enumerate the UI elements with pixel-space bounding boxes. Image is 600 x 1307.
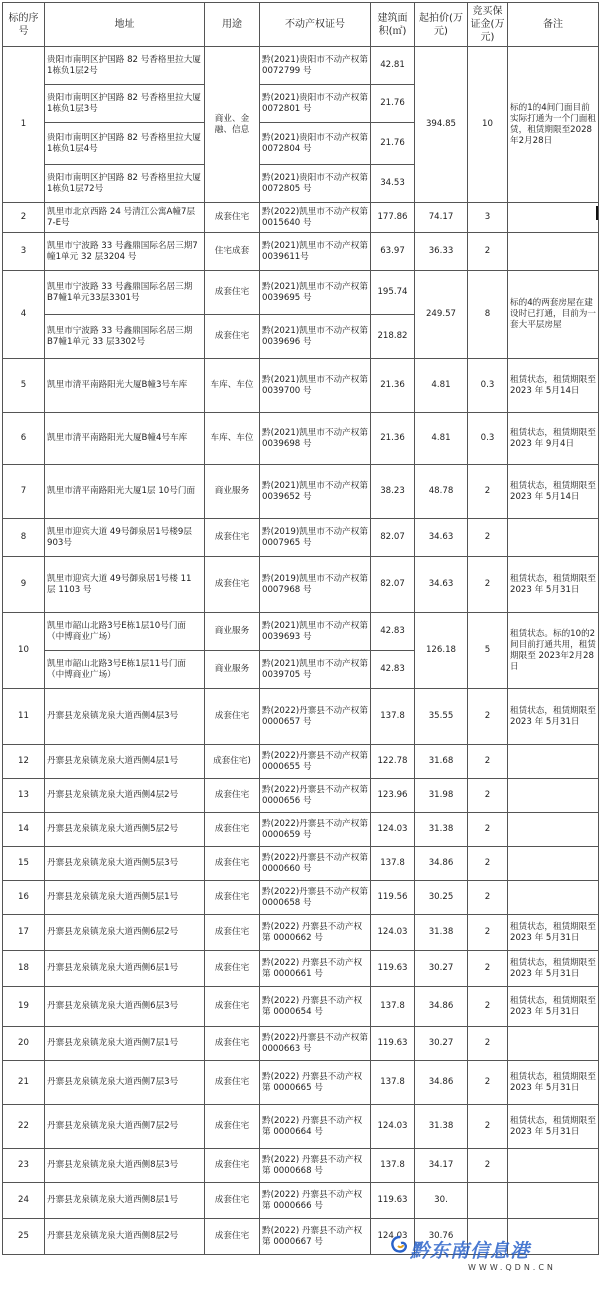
address-cell: 凯里市清平南路阳光大厦B幢4号车库 — [45, 413, 205, 465]
lot-number: 3 — [3, 233, 45, 271]
lot-number: 23 — [3, 1149, 45, 1183]
address-cell: 凯里市北京西路 24 号清江公寓A幢7层7-E号 — [45, 203, 205, 233]
area-cell: 124.03 — [371, 1219, 415, 1255]
certificate-cell: 黔(2021)凯里市不动产权第 0039705 号 — [260, 651, 371, 689]
certificate-cell: 黔(2022)凯里市不动产权第 0015640 号 — [260, 203, 371, 233]
address-cell: 凯里市清平南路阳光大厦1层 10号门面 — [45, 465, 205, 519]
address-cell: 丹寨县龙泉镇龙泉大道西侧8层1号 — [45, 1183, 205, 1219]
table-row — [3, 1149, 599, 1183]
deposit-cell: 2 — [468, 745, 508, 779]
remark-cell — [508, 1219, 599, 1255]
start-price-cell: 31.38 — [415, 1105, 468, 1149]
use-cell: 成套住宅 — [205, 689, 260, 745]
deposit-cell: 2 — [468, 1061, 508, 1105]
remark-cell: 租赁状态，租赁期限至 2023 年 5月31日 — [508, 1061, 599, 1105]
lot-number: 10 — [3, 613, 45, 689]
table-row — [3, 1061, 599, 1105]
table-row — [3, 951, 599, 987]
use-cell: 成套住宅 — [205, 1183, 260, 1219]
deposit-cell: 5 — [468, 613, 508, 689]
area-cell: 124.03 — [371, 915, 415, 951]
lot-number: 17 — [3, 915, 45, 951]
use-cell: 成套住宅 — [205, 315, 260, 359]
deposit-cell: 2 — [468, 881, 508, 915]
area-cell: 42.83 — [371, 651, 415, 689]
remark-cell — [508, 1149, 599, 1183]
header-deposit: 竞买保证金(万元) — [468, 3, 508, 47]
table-row — [3, 689, 599, 745]
deposit-cell: 2 — [468, 519, 508, 557]
start-price-cell: 34.86 — [415, 1061, 468, 1105]
deposit-cell — [468, 1183, 508, 1219]
certificate-cell: 黔(2021)凯里市不动产权第 0039698 号 — [260, 413, 371, 465]
remark-cell — [508, 881, 599, 915]
start-price-cell: 31.68 — [415, 745, 468, 779]
lot-number: 12 — [3, 745, 45, 779]
remark-cell: 租赁状态，租赁期限至 2023 年 5月31日 — [508, 689, 599, 745]
use-cell: 商业、金融、信息 — [205, 47, 260, 203]
deposit-cell: 3 — [468, 203, 508, 233]
table-row — [3, 613, 599, 651]
lot-number: 7 — [3, 465, 45, 519]
table-row — [3, 1105, 599, 1149]
start-price-cell: 394.85 — [415, 47, 468, 203]
table-row — [3, 557, 599, 613]
use-cell: 成套住宅 — [205, 951, 260, 987]
lot-number: 4 — [3, 271, 45, 359]
area-cell: 195.74 — [371, 271, 415, 315]
certificate-cell: 黔(2022)丹寨县不动产权第 0000657 号 — [260, 689, 371, 745]
table-row — [3, 813, 599, 847]
deposit-cell — [468, 1219, 508, 1255]
lot-number: 2 — [3, 203, 45, 233]
area-cell: 124.03 — [371, 813, 415, 847]
header-cert: 不动产权证号 — [260, 3, 371, 47]
address-cell: 丹寨县龙泉镇龙泉大道西侧7层1号 — [45, 1027, 205, 1061]
certificate-cell: 黔(2021)贵阳市不动产权第 0072804 号 — [260, 123, 371, 165]
table-row — [3, 413, 599, 465]
table-row — [3, 745, 599, 779]
area-cell: 119.56 — [371, 881, 415, 915]
address-cell: 丹寨县龙泉镇龙泉大道西侧4层2号 — [45, 779, 205, 813]
use-cell: 成套住宅 — [205, 1105, 260, 1149]
certificate-cell: 黔(2022)丹寨县不动产权第 0000659 号 — [260, 813, 371, 847]
deposit-cell: 10 — [468, 47, 508, 203]
header-price: 起拍价(万元) — [415, 3, 468, 47]
certificate-cell: 黔(2022) 丹寨县不动产权第 0000662 号 — [260, 915, 371, 951]
address-cell: 丹寨县龙泉镇龙泉大道西侧8层2号 — [45, 1219, 205, 1255]
certificate-cell: 黔(2022) 丹寨县不动产权第 0000667 号 — [260, 1219, 371, 1255]
header-address: 地址 — [45, 3, 205, 47]
use-cell: 车库、车位 — [205, 359, 260, 413]
address-cell: 凯里市清平南路阳光大厦B幢3号车库 — [45, 359, 205, 413]
table-row — [3, 47, 599, 85]
table-row — [3, 359, 599, 413]
address-cell: 凯里市宁波路 33 号鑫鼎国际名居三期B7幢1单元 33 层3302号 — [45, 315, 205, 359]
lot-number: 18 — [3, 951, 45, 987]
use-cell: 商业服务 — [205, 651, 260, 689]
table-row — [3, 847, 599, 881]
remark-cell: 租赁状态，租赁期限至 2023 年 5月31日 — [508, 987, 599, 1027]
start-price-cell: 36.33 — [415, 233, 468, 271]
area-cell: 137.8 — [371, 1149, 415, 1183]
start-price-cell: 31.38 — [415, 813, 468, 847]
deposit-cell: 2 — [468, 847, 508, 881]
table-row — [3, 1183, 599, 1219]
header-lot-no: 标的序号 — [3, 3, 45, 47]
area-cell: 42.83 — [371, 613, 415, 651]
area-cell: 38.23 — [371, 465, 415, 519]
area-cell: 122.78 — [371, 745, 415, 779]
certificate-cell: 黔(2021)贵阳市不动产权第 0072801 号 — [260, 85, 371, 123]
certificate-cell: 黔(2021)凯里市不动产权第 0039695 号 — [260, 271, 371, 315]
lot-number: 22 — [3, 1105, 45, 1149]
area-cell: 119.63 — [371, 1183, 415, 1219]
header-use: 用途 — [205, 3, 260, 47]
start-price-cell: 34.63 — [415, 557, 468, 613]
table-row — [3, 1219, 599, 1255]
start-price-cell: 34.17 — [415, 1149, 468, 1183]
area-cell: 21.36 — [371, 413, 415, 465]
area-cell: 218.82 — [371, 315, 415, 359]
address-cell: 贵阳市南明区护国路 82 号香格里拉大厦1栋负1层4号 — [45, 123, 205, 165]
remark-cell — [508, 233, 599, 271]
remark-cell: 租赁状态，租赁期限至 2023 年 5月14日 — [508, 465, 599, 519]
lot-number: 1 — [3, 47, 45, 203]
address-cell: 贵阳市南明区护国路 82 号香格里拉大厦1栋负1层2号 — [45, 47, 205, 85]
certificate-cell: 黔(2019)凯里市不动产权第 0007968 号 — [260, 557, 371, 613]
use-cell: 商业服务 — [205, 465, 260, 519]
use-cell: 成套住宅 — [205, 271, 260, 315]
certificate-cell: 黔(2021)凯里市不动产权第 0039652 号 — [260, 465, 371, 519]
address-cell: 丹寨县龙泉镇龙泉大道西侧5层3号 — [45, 847, 205, 881]
remark-cell: 租赁状态，租赁期限至 2023 年 5月31日 — [508, 557, 599, 613]
deposit-cell: 2 — [468, 1027, 508, 1061]
remark-cell: 租赁状态，租赁期限至 2023 年 5月31日 — [508, 1105, 599, 1149]
certificate-cell: 黔(2019)凯里市不动产权第 0007965 号 — [260, 519, 371, 557]
address-cell: 丹寨县龙泉镇龙泉大道西侧8层3号 — [45, 1149, 205, 1183]
start-price-cell: 31.38 — [415, 915, 468, 951]
start-price-cell: 30.76 — [415, 1219, 468, 1255]
lot-number: 21 — [3, 1061, 45, 1105]
remark-cell: 租赁状态，租赁期限至 2023 年 5月31日 — [508, 915, 599, 951]
deposit-cell: 2 — [468, 465, 508, 519]
remark-cell — [508, 847, 599, 881]
start-price-cell: 30.25 — [415, 881, 468, 915]
start-price-cell: 4.81 — [415, 359, 468, 413]
certificate-cell: 黔(2021)贵阳市不动产权第 0072799 号 — [260, 47, 371, 85]
start-price-cell: 74.17 — [415, 203, 468, 233]
lot-number: 19 — [3, 987, 45, 1027]
use-cell: 商业服务 — [205, 613, 260, 651]
use-cell: 成套住宅 — [205, 847, 260, 881]
certificate-cell: 黔(2021)凯里市不动产权第 0039693 号 — [260, 613, 371, 651]
address-cell: 丹寨县龙泉镇龙泉大道西侧5层2号 — [45, 813, 205, 847]
certificate-cell: 黔(2021)贵阳市不动产权第 0072805 号 — [260, 165, 371, 203]
area-cell: 82.07 — [371, 557, 415, 613]
remark-cell: 标的4的两套房屋在建设时已打通，目前为一套大平层房屋 — [508, 271, 599, 359]
address-cell: 凯里市韶山北路3号E栋1层10号门面（中博商业广场） — [45, 613, 205, 651]
area-cell: 119.63 — [371, 951, 415, 987]
deposit-cell: 2 — [468, 233, 508, 271]
address-cell: 贵阳市南明区护国路 82 号香格里拉大厦1栋负1层3号 — [45, 85, 205, 123]
certificate-cell: 黔(2021)凯里市不动产权第 0039700 号 — [260, 359, 371, 413]
deposit-cell: 2 — [468, 951, 508, 987]
deposit-cell: 2 — [468, 1105, 508, 1149]
area-cell: 123.96 — [371, 779, 415, 813]
remark-cell: 租赁状态。标的10的2间目前打通共用，租赁期限至 2023年2月28日 — [508, 613, 599, 689]
area-cell: 137.8 — [371, 689, 415, 745]
certificate-cell: 黔(2021)凯里市不动产权第 0039611号 — [260, 233, 371, 271]
remark-cell: 租赁状态，租赁期限至 2023 年 9月4日 — [508, 413, 599, 465]
remark-cell: 标的1的4间门面目前实际打通为一个门面租赁，租赁期限至2028年2月28日 — [508, 47, 599, 203]
deposit-cell: 2 — [468, 557, 508, 613]
use-cell: 成套住宅 — [205, 1219, 260, 1255]
area-cell: 119.63 — [371, 1027, 415, 1061]
lot-number: 8 — [3, 519, 45, 557]
address-cell: 丹寨县龙泉镇龙泉大道西侧5层1号 — [45, 881, 205, 915]
use-cell: 住宅成套 — [205, 233, 260, 271]
certificate-cell: 黔(2022)丹寨县不动产权第 0000663 号 — [260, 1027, 371, 1061]
area-cell: 177.86 — [371, 203, 415, 233]
area-cell: 34.53 — [371, 165, 415, 203]
table-row — [3, 1027, 599, 1061]
use-cell: 成套住宅 — [205, 1061, 260, 1105]
certificate-cell: 黔(2022) 丹寨县不动产权第 0000665 号 — [260, 1061, 371, 1105]
deposit-cell: 0.3 — [468, 413, 508, 465]
lot-number: 6 — [3, 413, 45, 465]
area-cell: 82.07 — [371, 519, 415, 557]
use-cell: 成套住宅 — [205, 813, 260, 847]
start-price-cell: 31.98 — [415, 779, 468, 813]
start-price-cell: 30.27 — [415, 951, 468, 987]
start-price-cell: 34.86 — [415, 987, 468, 1027]
table-row — [3, 465, 599, 519]
use-cell: 成套住宅 — [205, 987, 260, 1027]
lot-number: 16 — [3, 881, 45, 915]
certificate-cell: 黔(2022) 丹寨县不动产权第 0000668 号 — [260, 1149, 371, 1183]
certificate-cell: 黔(2022)丹寨县不动产权第 0000658 号 — [260, 881, 371, 915]
remark-cell — [508, 813, 599, 847]
area-cell: 137.8 — [371, 1061, 415, 1105]
use-cell: 成套住宅 — [205, 1149, 260, 1183]
certificate-cell: 黔(2022) 丹寨县不动产权第 0000666 号 — [260, 1183, 371, 1219]
lot-number: 9 — [3, 557, 45, 613]
address-cell: 凯里市宁波路 33 号鑫鼎国际名居三期B7幢1单元33层3301号 — [45, 271, 205, 315]
start-price-cell: 249.57 — [415, 271, 468, 359]
table-row — [3, 519, 599, 557]
address-cell: 丹寨县龙泉镇龙泉大道西侧6层2号 — [45, 915, 205, 951]
auction-lots-table — [2, 2, 599, 1255]
certificate-cell: 黔(2022) 丹寨县不动产权第 0000654 号 — [260, 987, 371, 1027]
address-cell: 凯里市韶山北路3号E栋1层11号门面（中博商业广场） — [45, 651, 205, 689]
use-cell: 成套住宅 — [205, 519, 260, 557]
lot-number: 15 — [3, 847, 45, 881]
deposit-cell: 2 — [468, 987, 508, 1027]
lot-number: 24 — [3, 1183, 45, 1219]
lots-body — [3, 47, 599, 1255]
lot-number: 20 — [3, 1027, 45, 1061]
table-row — [3, 779, 599, 813]
header-area: 建筑面积(㎡) — [371, 3, 415, 47]
certificate-cell: 黔(2022) 丹寨县不动产权第 0000661 号 — [260, 951, 371, 987]
table-row — [3, 987, 599, 1027]
address-cell: 丹寨县龙泉镇龙泉大道西侧4层3号 — [45, 689, 205, 745]
certificate-cell: 黔(2022)丹寨县不动产权第 0000660 号 — [260, 847, 371, 881]
header-row — [3, 3, 599, 47]
address-cell: 贵阳市南明区护国路 82 号香格里拉大厦1栋负1层72号 — [45, 165, 205, 203]
remark-cell — [508, 1183, 599, 1219]
start-price-cell: 30. — [415, 1183, 468, 1219]
remark-cell — [508, 519, 599, 557]
certificate-cell: 黔(2022)丹寨县不动产权第 0000655 号 — [260, 745, 371, 779]
address-cell: 丹寨县龙泉镇龙泉大道西侧7层2号 — [45, 1105, 205, 1149]
use-cell: 成套住宅 — [205, 1027, 260, 1061]
use-cell: 车库、车位 — [205, 413, 260, 465]
use-cell: 成套住宅 — [205, 779, 260, 813]
deposit-cell: 2 — [468, 1149, 508, 1183]
deposit-cell: 8 — [468, 271, 508, 359]
table-row — [3, 271, 599, 315]
remark-cell — [508, 203, 599, 233]
lot-number: 14 — [3, 813, 45, 847]
header-remark: 备注 — [508, 3, 599, 47]
watermark-url: WWW.QDN.CN — [468, 1263, 556, 1272]
area-cell: 21.36 — [371, 359, 415, 413]
address-cell: 丹寨县龙泉镇龙泉大道西侧6层3号 — [45, 987, 205, 1027]
address-cell: 凯里市迎宾大道 49号御泉居1号楼9层903号 — [45, 519, 205, 557]
address-cell: 丹寨县龙泉镇龙泉大道西侧6层1号 — [45, 951, 205, 987]
address-cell: 凯里市迎宾大道 49号御泉居1号楼 11 层 1103 号 — [45, 557, 205, 613]
lot-number: 13 — [3, 779, 45, 813]
table-row — [3, 233, 599, 271]
watermark-title: 黔东南信息港 — [410, 1240, 531, 1262]
remark-cell — [508, 1027, 599, 1061]
table-row — [3, 881, 599, 915]
lot-number: 25 — [3, 1219, 45, 1255]
use-cell: 成套住宅 — [205, 557, 260, 613]
start-price-cell: 30.27 — [415, 1027, 468, 1061]
area-cell: 21.76 — [371, 123, 415, 165]
lot-number: 11 — [3, 689, 45, 745]
use-cell: 成套住宅 — [205, 203, 260, 233]
deposit-cell: 2 — [468, 779, 508, 813]
address-cell: 丹寨县龙泉镇龙泉大道西侧4层1号 — [45, 745, 205, 779]
certificate-cell: 黔(2022) 丹寨县不动产权第 0000664 号 — [260, 1105, 371, 1149]
use-cell: 成套住宅 — [205, 915, 260, 951]
auction-table-container — [2, 2, 598, 1255]
area-cell: 137.8 — [371, 987, 415, 1027]
start-price-cell: 34.63 — [415, 519, 468, 557]
start-price-cell: 48.78 — [415, 465, 468, 519]
start-price-cell: 34.86 — [415, 847, 468, 881]
remark-cell: 租赁状态，租赁期限至 2023 年 5月31日 — [508, 951, 599, 987]
remark-cell — [508, 745, 599, 779]
table-row — [3, 915, 599, 951]
area-cell: 124.03 — [371, 1105, 415, 1149]
use-cell: 成套住宅) — [205, 745, 260, 779]
deposit-cell: 2 — [468, 689, 508, 745]
area-cell: 137.8 — [371, 847, 415, 881]
area-cell: 63.97 — [371, 233, 415, 271]
address-cell: 丹寨县龙泉镇龙泉大道西侧7层3号 — [45, 1061, 205, 1105]
table-row — [3, 203, 599, 233]
lot-number: 5 — [3, 359, 45, 413]
use-cell: 成套住宅 — [205, 881, 260, 915]
area-cell: 21.76 — [371, 85, 415, 123]
remark-cell: 租赁状态，租赁期限至 2023 年 5月14日 — [508, 359, 599, 413]
area-cell: 42.81 — [371, 47, 415, 85]
certificate-cell: 黔(2021)凯里市不动产权第 0039696 号 — [260, 315, 371, 359]
deposit-cell: 0.3 — [468, 359, 508, 413]
start-price-cell: 126.18 — [415, 613, 468, 689]
address-cell: 凯里市宁波路 33 号鑫鼎国际名居三期7幢1单元 32 层3204 号 — [45, 233, 205, 271]
scroll-edge-marker — [596, 206, 598, 220]
start-price-cell: 4.81 — [415, 413, 468, 465]
start-price-cell: 35.55 — [415, 689, 468, 745]
remark-cell — [508, 779, 599, 813]
deposit-cell: 2 — [468, 813, 508, 847]
certificate-cell: 黔(2022)丹寨县不动产权第 0000656 号 — [260, 779, 371, 813]
deposit-cell: 2 — [468, 915, 508, 951]
